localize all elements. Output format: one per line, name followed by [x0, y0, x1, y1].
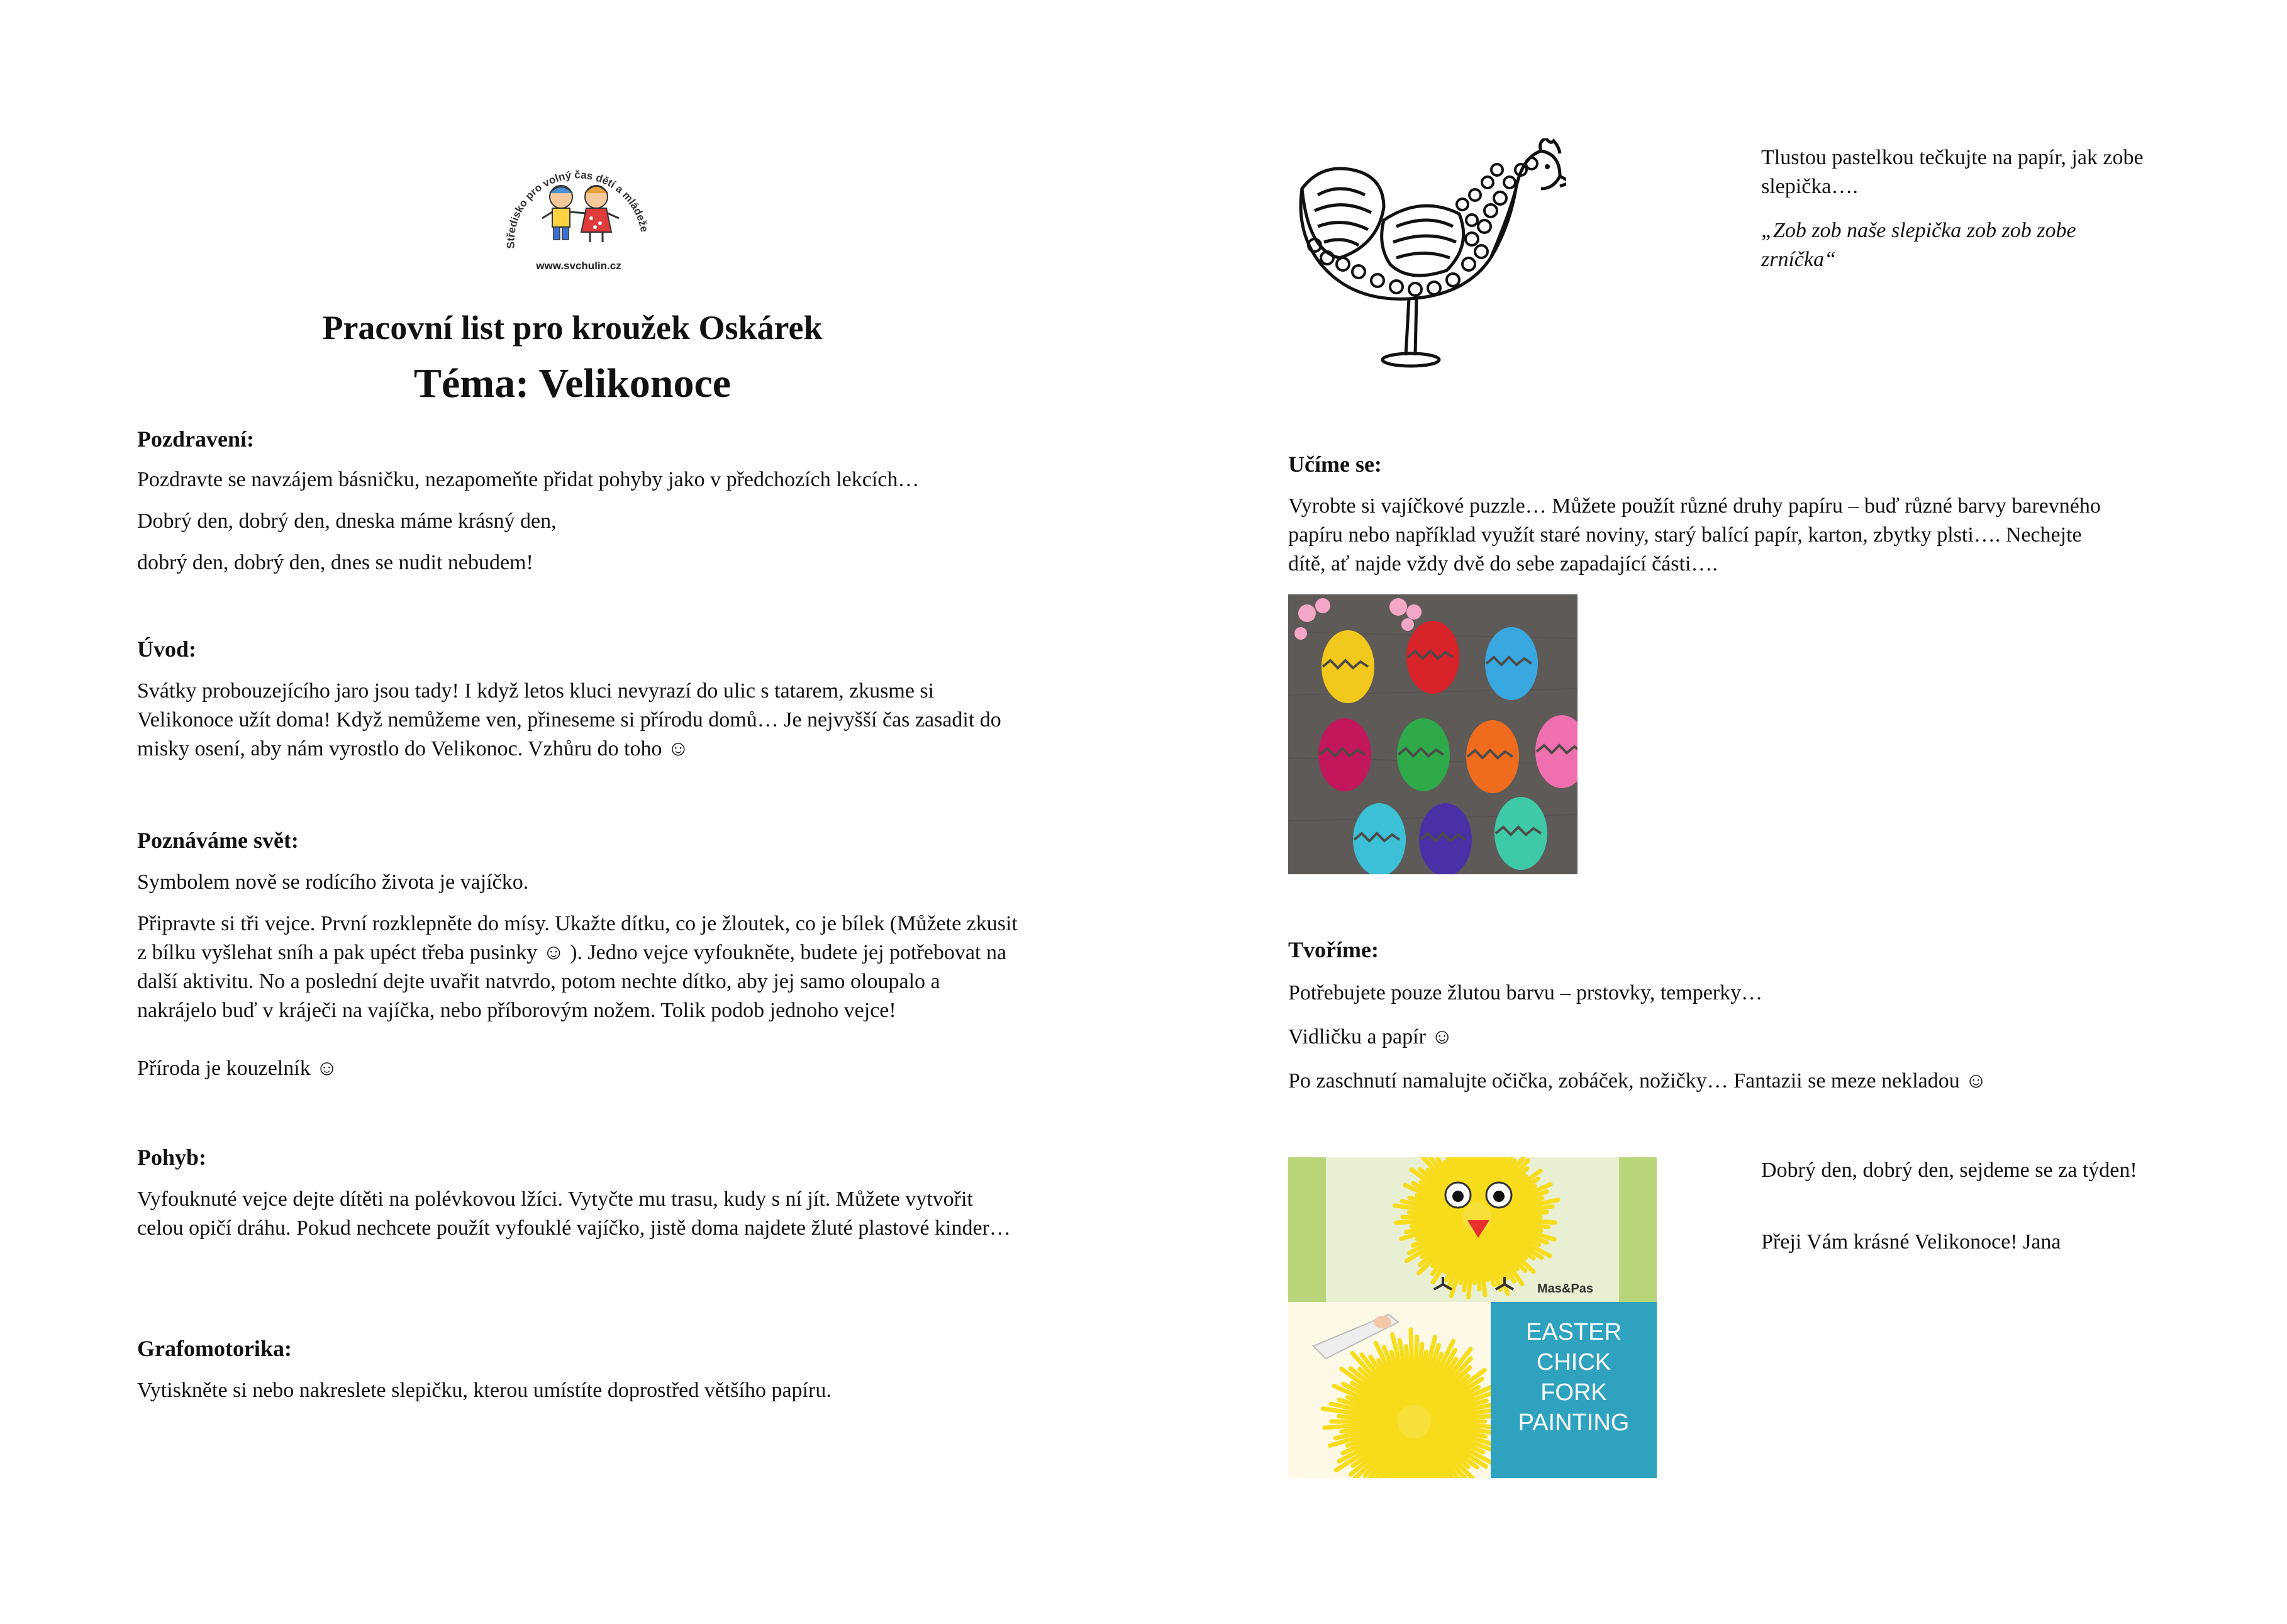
- create-text-1: Potřebujete pouze žlutou barvu – prstovky, temperky…: [1288, 981, 1763, 1004]
- closing-text-2: Přeji Vám krásné Velikonoce! Jana: [1761, 1230, 2061, 1254]
- brand-label: Mas&Pas: [1537, 1282, 1593, 1296]
- logo-arc-text: Středisko pro volný čas dětí a mládeže: [504, 169, 651, 249]
- create-text-3: Po zaschnutí namalujte očička, zobáček, nožičky… Fantazii se meze nekladou ☺: [1288, 1069, 1987, 1093]
- hen-instruction: Tlustou pastelkou tečkujte na papír, jak zobe slepička….: [1761, 146, 2144, 198]
- chick-body: [1362, 1370, 1466, 1474]
- world-text-2: Připravte si tři vejce. První rozklepněte do mísy. Ukažte dítku, co je žloutek, co je bílek (Můžete zkusit z bílku vyšlehat sníh a pak upéct třeba pusinky ☺ ). Jedno vejce vyfoukněte, budete jej potřebovat na další aktivitu. No a poslední dejte uvařit natvrdo, potom nechte dítko, aby jej samo oloupalo a nakrájelo buď v kráječi na vajíčka, nebo příborovým nožem. Tolik podob jednoho vejce!: [137, 912, 1018, 1022]
- intro-heading: Úvod:: [137, 637, 197, 662]
- page-theme: Téma: Velikonoce: [413, 360, 732, 406]
- graphomotor-heading: Grafomotorika:: [137, 1336, 292, 1361]
- learn-heading: Učíme se:: [1288, 452, 1382, 477]
- closing-text-1: Dobrý den, dobrý den, sejdeme se za týden!: [1761, 1159, 2137, 1182]
- movement-text: Vyfouknuté vejce dejte dítěti na polévkovou lžíci. Vytyčte mu trasu, kudy s ní jít. Můžete vytvořit celou opičí dráhu. Pokud nechcete použít vyfouklé vajíčko, jistě doma najdete žluté plastové kinder…: [137, 1187, 1011, 1240]
- greeting-heading: Pozdravení:: [137, 426, 254, 452]
- hen-rhyme: „Zob zob naše slepička zob zob zobe zrníčka“: [1761, 219, 2076, 271]
- chick-painting-graphic: [1288, 1157, 1657, 1478]
- organization-logo: [491, 148, 667, 277]
- greeting-text-3: dobrý den, dobrý den, dnes se nudit nebudem!: [137, 551, 533, 574]
- world-text-3: Příroda je kouzelník ☺: [137, 1057, 338, 1080]
- create-text-2: Vidličku a papír ☺: [1288, 1025, 1454, 1048]
- hen-icon: [1283, 138, 1566, 390]
- caption-line: CHICK: [1536, 1349, 1611, 1376]
- movement-heading: Pohyb:: [137, 1145, 207, 1170]
- learn-text: Vyrobte si vajíčkové puzzle… Můžete použít různé druhy papíru – buď různé barvy barevného papíru nebo například využít staré noviny, starý balící papír, karton, zbytky plsti…. Nechejte dítě, ať najde vždy dvě do sebe zapadající části….: [1288, 494, 2101, 576]
- intro-text: Svátky probouzejícího jaro jsou tady! I když letos kluci nevyrazí do ulic s tatarem, zkusme si Velikonoce užít doma! Když nemůžeme ven, přineseme si přírodu domů… Je nejvyšší čas zasadit do misky osení, aby nám vyrostlo do Velikonoc. Vzhůru do toho ☺: [137, 679, 1001, 760]
- create-heading: Tvoříme:: [1288, 937, 1379, 962]
- kids-logo-graphic: [491, 148, 667, 277]
- greeting-text-1: Pozdravte se navzájem básničku, nezapomeňte přidat pohyby jako v předchozích lekcích…: [137, 468, 920, 491]
- egg-puzzle-image: [1288, 594, 1578, 874]
- graphomotor-text: Vytiskněte si nebo nakreslete slepičku, kterou umístíte doprostřed většího papíru.: [137, 1379, 832, 1402]
- page-title: Pracovní list pro kroužek Oskárek: [322, 309, 823, 347]
- caption-line: EASTER: [1525, 1319, 1622, 1345]
- chick-fork-painting-image: [1288, 1157, 1657, 1478]
- world-heading: Poznáváme svět:: [137, 828, 299, 853]
- caption-line: FORK: [1540, 1379, 1607, 1406]
- logo-url: www.svchulin.cz: [536, 260, 621, 272]
- caption-line: PAINTING: [1518, 1410, 1630, 1436]
- greeting-text-2: Dobrý den, dobrý den, dneska máme krásný den,: [137, 509, 557, 533]
- world-text-1: Symbolem nově se rodícího života je vajíčko.: [137, 870, 529, 894]
- egg-puzzle-graphic: [1288, 594, 1578, 874]
- chick-body: [1430, 1171, 1524, 1264]
- hen-drawing: [1283, 138, 1566, 390]
